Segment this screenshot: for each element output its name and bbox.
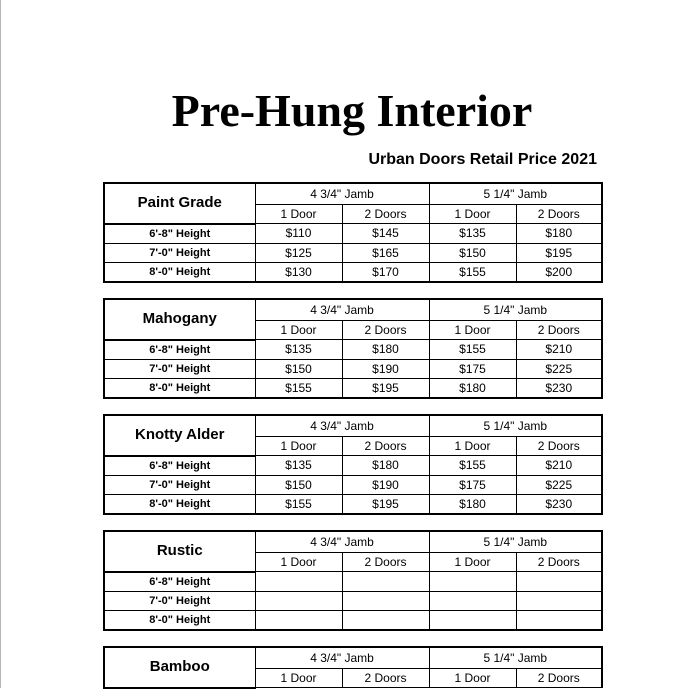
grade-name: Paint Grade	[104, 183, 255, 224]
height-label: 7'-0" Height	[104, 475, 255, 494]
price-cell: $165	[342, 243, 429, 262]
price-cell: $180	[342, 340, 429, 360]
price-cell: $150	[429, 243, 516, 262]
grade-name: Knotty Alder	[104, 415, 255, 456]
door-header: 2 Doors	[516, 321, 602, 340]
height-label: 7'-0" Height	[104, 243, 255, 262]
height-label: 8'-0" Height	[104, 494, 255, 514]
height-label: 6'-8" Height	[104, 572, 255, 592]
price-cell: $130	[255, 262, 342, 282]
price-cell	[255, 610, 342, 630]
price-cell: $195	[516, 243, 602, 262]
price-cell	[429, 591, 516, 610]
door-header: 1 Door	[255, 205, 342, 224]
price-cell: $230	[516, 378, 602, 398]
price-table-mahogany	[103, 298, 603, 399]
price-cell: $135	[255, 340, 342, 360]
price-cell: $175	[429, 359, 516, 378]
price-cell	[516, 591, 602, 610]
price-cell: $150	[255, 359, 342, 378]
page-subtitle: Urban Doors Retail Price 2021	[368, 151, 597, 168]
price-cell	[342, 572, 429, 592]
price-cell: $135	[429, 224, 516, 244]
grade-name: Mahogany	[104, 299, 255, 340]
door-header: 2 Doors	[516, 553, 602, 572]
price-cell	[429, 610, 516, 630]
price-cell	[516, 610, 602, 630]
price-cell: $200	[516, 262, 602, 282]
door-header: 1 Door	[429, 205, 516, 224]
price-cell: $170	[342, 262, 429, 282]
price-cell: $190	[342, 359, 429, 378]
door-header: 2 Doors	[342, 669, 429, 688]
price-table-bamboo	[103, 646, 603, 689]
price-cell	[255, 591, 342, 610]
jamb-header: 4 3/4" Jamb	[255, 183, 429, 205]
height-label: 8'-0" Height	[104, 610, 255, 630]
jamb-header: 5 1/4" Jamb	[429, 647, 602, 669]
price-cell: $195	[342, 494, 429, 514]
height-label: 8'-0" Height	[104, 262, 255, 282]
price-cell: $110	[255, 224, 342, 244]
door-header: 2 Doors	[516, 205, 602, 224]
price-cell: $190	[342, 475, 429, 494]
door-header: 1 Door	[255, 669, 342, 688]
jamb-header: 5 1/4" Jamb	[429, 415, 602, 437]
jamb-header: 5 1/4" Jamb	[429, 183, 602, 205]
jamb-header: 5 1/4" Jamb	[429, 299, 602, 321]
price-cell: $210	[516, 456, 602, 476]
door-header: 2 Doors	[342, 553, 429, 572]
grade-name: Bamboo	[104, 647, 255, 688]
door-header: 1 Door	[429, 669, 516, 688]
door-header: 1 Door	[429, 553, 516, 572]
door-header: 2 Doors	[342, 321, 429, 340]
price-cell: $175	[429, 475, 516, 494]
door-header: 1 Door	[255, 553, 342, 572]
price-cell: $155	[429, 340, 516, 360]
price-cell: $180	[429, 494, 516, 514]
door-header: 1 Door	[429, 321, 516, 340]
price-cell	[342, 591, 429, 610]
price-cell: $230	[516, 494, 602, 514]
grade-name: Rustic	[104, 531, 255, 572]
price-table-knotty-alder	[103, 414, 603, 515]
price-cell: $180	[342, 456, 429, 476]
price-cell: $125	[255, 243, 342, 262]
height-label: 6'-8" Height	[104, 456, 255, 476]
door-header: 2 Doors	[342, 205, 429, 224]
jamb-header: 4 3/4" Jamb	[255, 299, 429, 321]
price-cell: $180	[516, 224, 602, 244]
page-title: Pre-Hung Interior	[171, 85, 533, 136]
price-table-rustic	[103, 530, 603, 631]
door-header: 1 Door	[255, 437, 342, 456]
jamb-header: 4 3/4" Jamb	[255, 531, 429, 553]
door-header: 1 Door	[255, 321, 342, 340]
price-cell	[516, 572, 602, 592]
height-label: 8'-0" Height	[104, 378, 255, 398]
height-label: 7'-0" Height	[104, 359, 255, 378]
door-header: 1 Door	[429, 437, 516, 456]
jamb-header: 4 3/4" Jamb	[255, 415, 429, 437]
price-cell: $225	[516, 359, 602, 378]
door-header: 2 Doors	[516, 437, 602, 456]
jamb-header: 4 3/4" Jamb	[255, 647, 429, 669]
price-cell: $225	[516, 475, 602, 494]
price-cell: $155	[255, 494, 342, 514]
price-cell: $155	[429, 456, 516, 476]
jamb-header: 5 1/4" Jamb	[429, 531, 602, 553]
price-table-paint-grade	[103, 182, 603, 283]
price-cell: $155	[255, 378, 342, 398]
price-cell: $210	[516, 340, 602, 360]
height-label: 6'-8" Height	[104, 224, 255, 244]
price-cell	[429, 572, 516, 592]
price-cell: $155	[429, 262, 516, 282]
height-label: 6'-8" Height	[104, 340, 255, 360]
price-cell: $150	[255, 475, 342, 494]
price-cell: $180	[429, 378, 516, 398]
price-cell: $145	[342, 224, 429, 244]
door-header: 2 Doors	[516, 669, 602, 688]
door-header: 2 Doors	[342, 437, 429, 456]
price-cell: $135	[255, 456, 342, 476]
height-label: 7'-0" Height	[104, 591, 255, 610]
price-cell	[255, 572, 342, 592]
price-cell	[342, 610, 429, 630]
price-cell: $195	[342, 378, 429, 398]
